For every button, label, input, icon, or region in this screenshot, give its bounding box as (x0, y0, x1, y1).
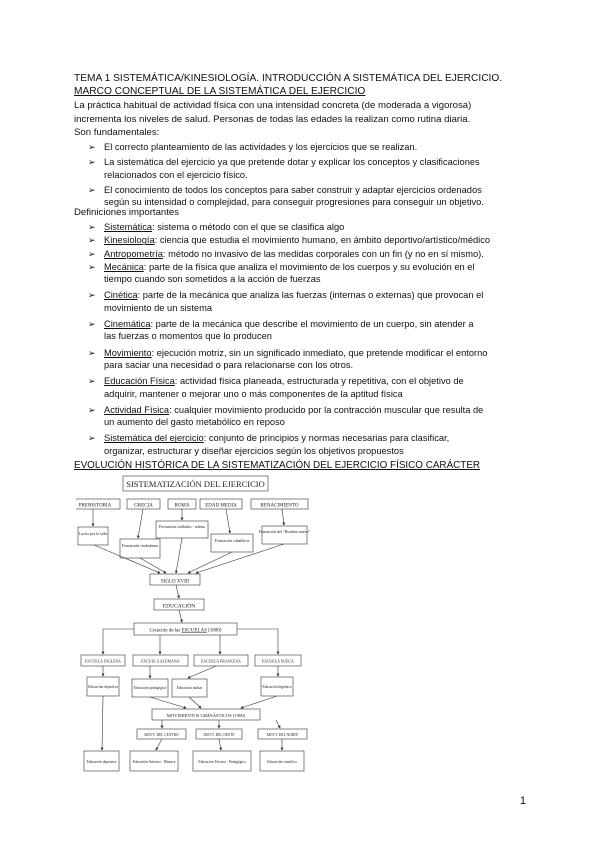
definition-item: ➢ Kinesiología: ciencia que estudia el movimiento humano, en ámbito deportivo/artístico/médico (88, 235, 491, 246)
arrow-bullet-icon: ➢ (88, 222, 96, 232)
connector-arrow (140, 558, 166, 573)
escuelas-label: Creación de las ESCUELAS (1800) (149, 628, 222, 634)
definiciones-label: Definiciones importantes (74, 207, 180, 218)
school-label: ESCUELA SUECA (262, 658, 294, 664)
educacion-label: EDUCACIÓN (162, 603, 196, 610)
definition-item: ➢ Sistemática: sistema o método con el que se clasifica algo (88, 222, 345, 232)
final-label: Educación deportiva (86, 760, 117, 764)
list-item: ➢ La sistemática del ejercicio ya que pretende dotar y explicar los conceptos y clasificaciones relacionados con el ejercicio físico. (88, 157, 480, 180)
era-note: Formación ciudadanos (121, 543, 159, 548)
note-box-caballeros (211, 534, 253, 552)
mov-label: MOVT. DEL OESTE (203, 733, 235, 737)
school-output: Educación militar (176, 686, 203, 690)
definition-item: ➢ Actividad Física: cualquier movimiento producido por la contracción muscular que resulta de un aumento del gasto metabólico en reposo (88, 404, 484, 428)
arrow-bullet-icon: ➢ (88, 235, 96, 246)
school-label: ESCUELA ALEMANA (141, 658, 180, 664)
connector-arrow (226, 509, 230, 533)
connector-arrow (189, 697, 201, 708)
definition-item: ➢ Mecánica: parte de la física que analiza el movimiento de los cuerpos y su evolución en el tiempo cuando son sometidos a la acción de fuerzas (88, 261, 475, 285)
definition-item: ➢ Movimiento: ejecución motriz, sin un significado inmediato, que pretende modificar el entorno para saciar una necesidad o para relacionarse con los otros. (88, 347, 488, 370)
school-output: Educación higiénica (262, 685, 292, 689)
fundamentales-label: Son fundamentales: (74, 127, 160, 138)
connector-arrow (150, 697, 186, 708)
connector-arrow (156, 739, 162, 750)
connector-arrow (102, 696, 103, 750)
arrow-bullet-icon: ➢ (88, 376, 96, 387)
era-label: EDAD MEDIA (205, 503, 237, 509)
arrow-bullet-icon: ➢ (88, 290, 96, 301)
school-output: Educación pedagógica (133, 686, 167, 690)
era-note: Formación soldados - atletas (159, 524, 205, 529)
definition-item: ➢ Cinemática: parte de la mecánica que describe el movimiento de un cuerpo, sin atender a las fuerzas o momentos que lo producen (88, 319, 474, 342)
arrow-bullet-icon: ➢ (88, 347, 96, 358)
era-note: Formación del "Hombre nuevo" (258, 529, 311, 534)
connector-arrow (282, 509, 284, 525)
history-diagram (76, 466, 316, 786)
document-title: TEMA 1 SISTEMÁTICA/KINESIOLOGÍA. INTRODUCCIÓN A SISTEMÁTICA DEL EJERCICIO. (74, 73, 503, 84)
definition-item: ➢ Antropometría: método no invasivo de las medidas corporales con un fin (y no en sí mismo). (88, 248, 484, 259)
note-box-lucha (78, 527, 108, 545)
school-output: Educación deportiva (88, 685, 118, 689)
arrow-bullet-icon: ➢ (88, 261, 96, 272)
arrow-bullet-icon: ➢ (88, 157, 96, 168)
connector-arrow (138, 509, 143, 538)
era-label: ROMA (174, 503, 190, 509)
connector-arrow (241, 696, 277, 708)
section-heading-marco: MARCO CONCEPTUAL DE LA SISTEMÁTICA DEL EJERCICIO (74, 86, 366, 97)
mov-label: MOVT. DEL NORTE (266, 733, 299, 737)
connector-arrow (103, 629, 134, 654)
connector-arrow (188, 552, 232, 573)
era-note: Lucha por la vida (78, 531, 108, 536)
intro-line: incrementa los niveles de salud. Personas de todas las edades la realizan como rutina diaria. (74, 113, 471, 125)
era-label: GRECIA (134, 503, 153, 509)
final-label: Educación Técnico · Pedagógica (198, 760, 246, 764)
list-item: ➢ El conocimiento de todos los conceptos para saber construir y adaptar ejercicios ordenados según su intensidad o complejidad, para conseguir progresiones para conseguir un objetivo. (88, 184, 484, 208)
definition-item: ➢ Cinética: parte de la mecánica que analiza las fuerzas (internas o externas) que provocan el movimiento de un sistema (88, 290, 484, 313)
school-label: ESCUELA FRANCESA (201, 658, 241, 664)
page-number: 1 (519, 795, 526, 807)
intro-line: La práctica habitual de actividad física con una intensidad concreta (de moderada a vigorosa) (74, 100, 472, 111)
connector-arrow (179, 610, 182, 622)
connector-arrow (237, 629, 278, 654)
final-label: Educación científica (267, 760, 297, 764)
arrow-bullet-icon: ➢ (88, 248, 96, 259)
fundamentales-list (74, 141, 534, 208)
arrow-bullet-icon: ➢ (88, 184, 96, 195)
siglo-label: SIGLO XVIII (160, 579, 190, 585)
connector-arrow (276, 720, 280, 728)
arrow-bullet-icon: ➢ (88, 319, 96, 330)
era-note: Formación caballeros (214, 538, 250, 543)
arrow-bullet-icon: ➢ (88, 404, 96, 415)
list-item: ➢ El correcto planteamiento de las actividades y los ejercicios que se realizan. (88, 142, 418, 152)
connector-arrow (219, 739, 221, 750)
school-label: ESCUELA INGLESA (85, 658, 121, 664)
arrow-bullet-icon: ➢ (88, 142, 96, 152)
definiciones-list (74, 221, 544, 457)
diagram-title: SISTEMATIZACIÓN DEL EJERCICIO (126, 479, 265, 489)
movimientos-label: MOVIMIENTOS GIMNÁSTICOS (1900) (166, 713, 246, 718)
section-heading-evolucion: EVOLUCIÓN HISTÓRICA DE LA SISTEMATIZACIÓN DEL EJERCICIO FÍSICO CARÁCTER (74, 460, 481, 471)
connector-arrow (176, 538, 182, 573)
mov-label: MOVT. DEL CENTRO (144, 733, 179, 737)
era-label: PREHISTORIA (78, 503, 112, 509)
arrow-bullet-icon: ➢ (88, 433, 96, 444)
intro-paragraph (74, 99, 471, 126)
definition-item: ➢ Sistemática del ejercicio: conjunto de principios y normas necesarias para clasificar, organizar, estructurar y diseñar ejercicios según los objetivos propuestos (88, 433, 450, 456)
definition-item: ➢ Educación Física: actividad física planeada, estructurada y repetitiva, con el objetivo de adquirir, mantener o mejorar uno o más componentes de la aptitud física (88, 376, 464, 399)
final-label: Educación Artístico · Rítmica (132, 760, 176, 764)
era-label: RENACIMIENTO (260, 503, 299, 509)
connector-arrow (188, 666, 216, 678)
connector-arrow (176, 585, 179, 598)
note-box-ciudadanos (120, 539, 160, 558)
